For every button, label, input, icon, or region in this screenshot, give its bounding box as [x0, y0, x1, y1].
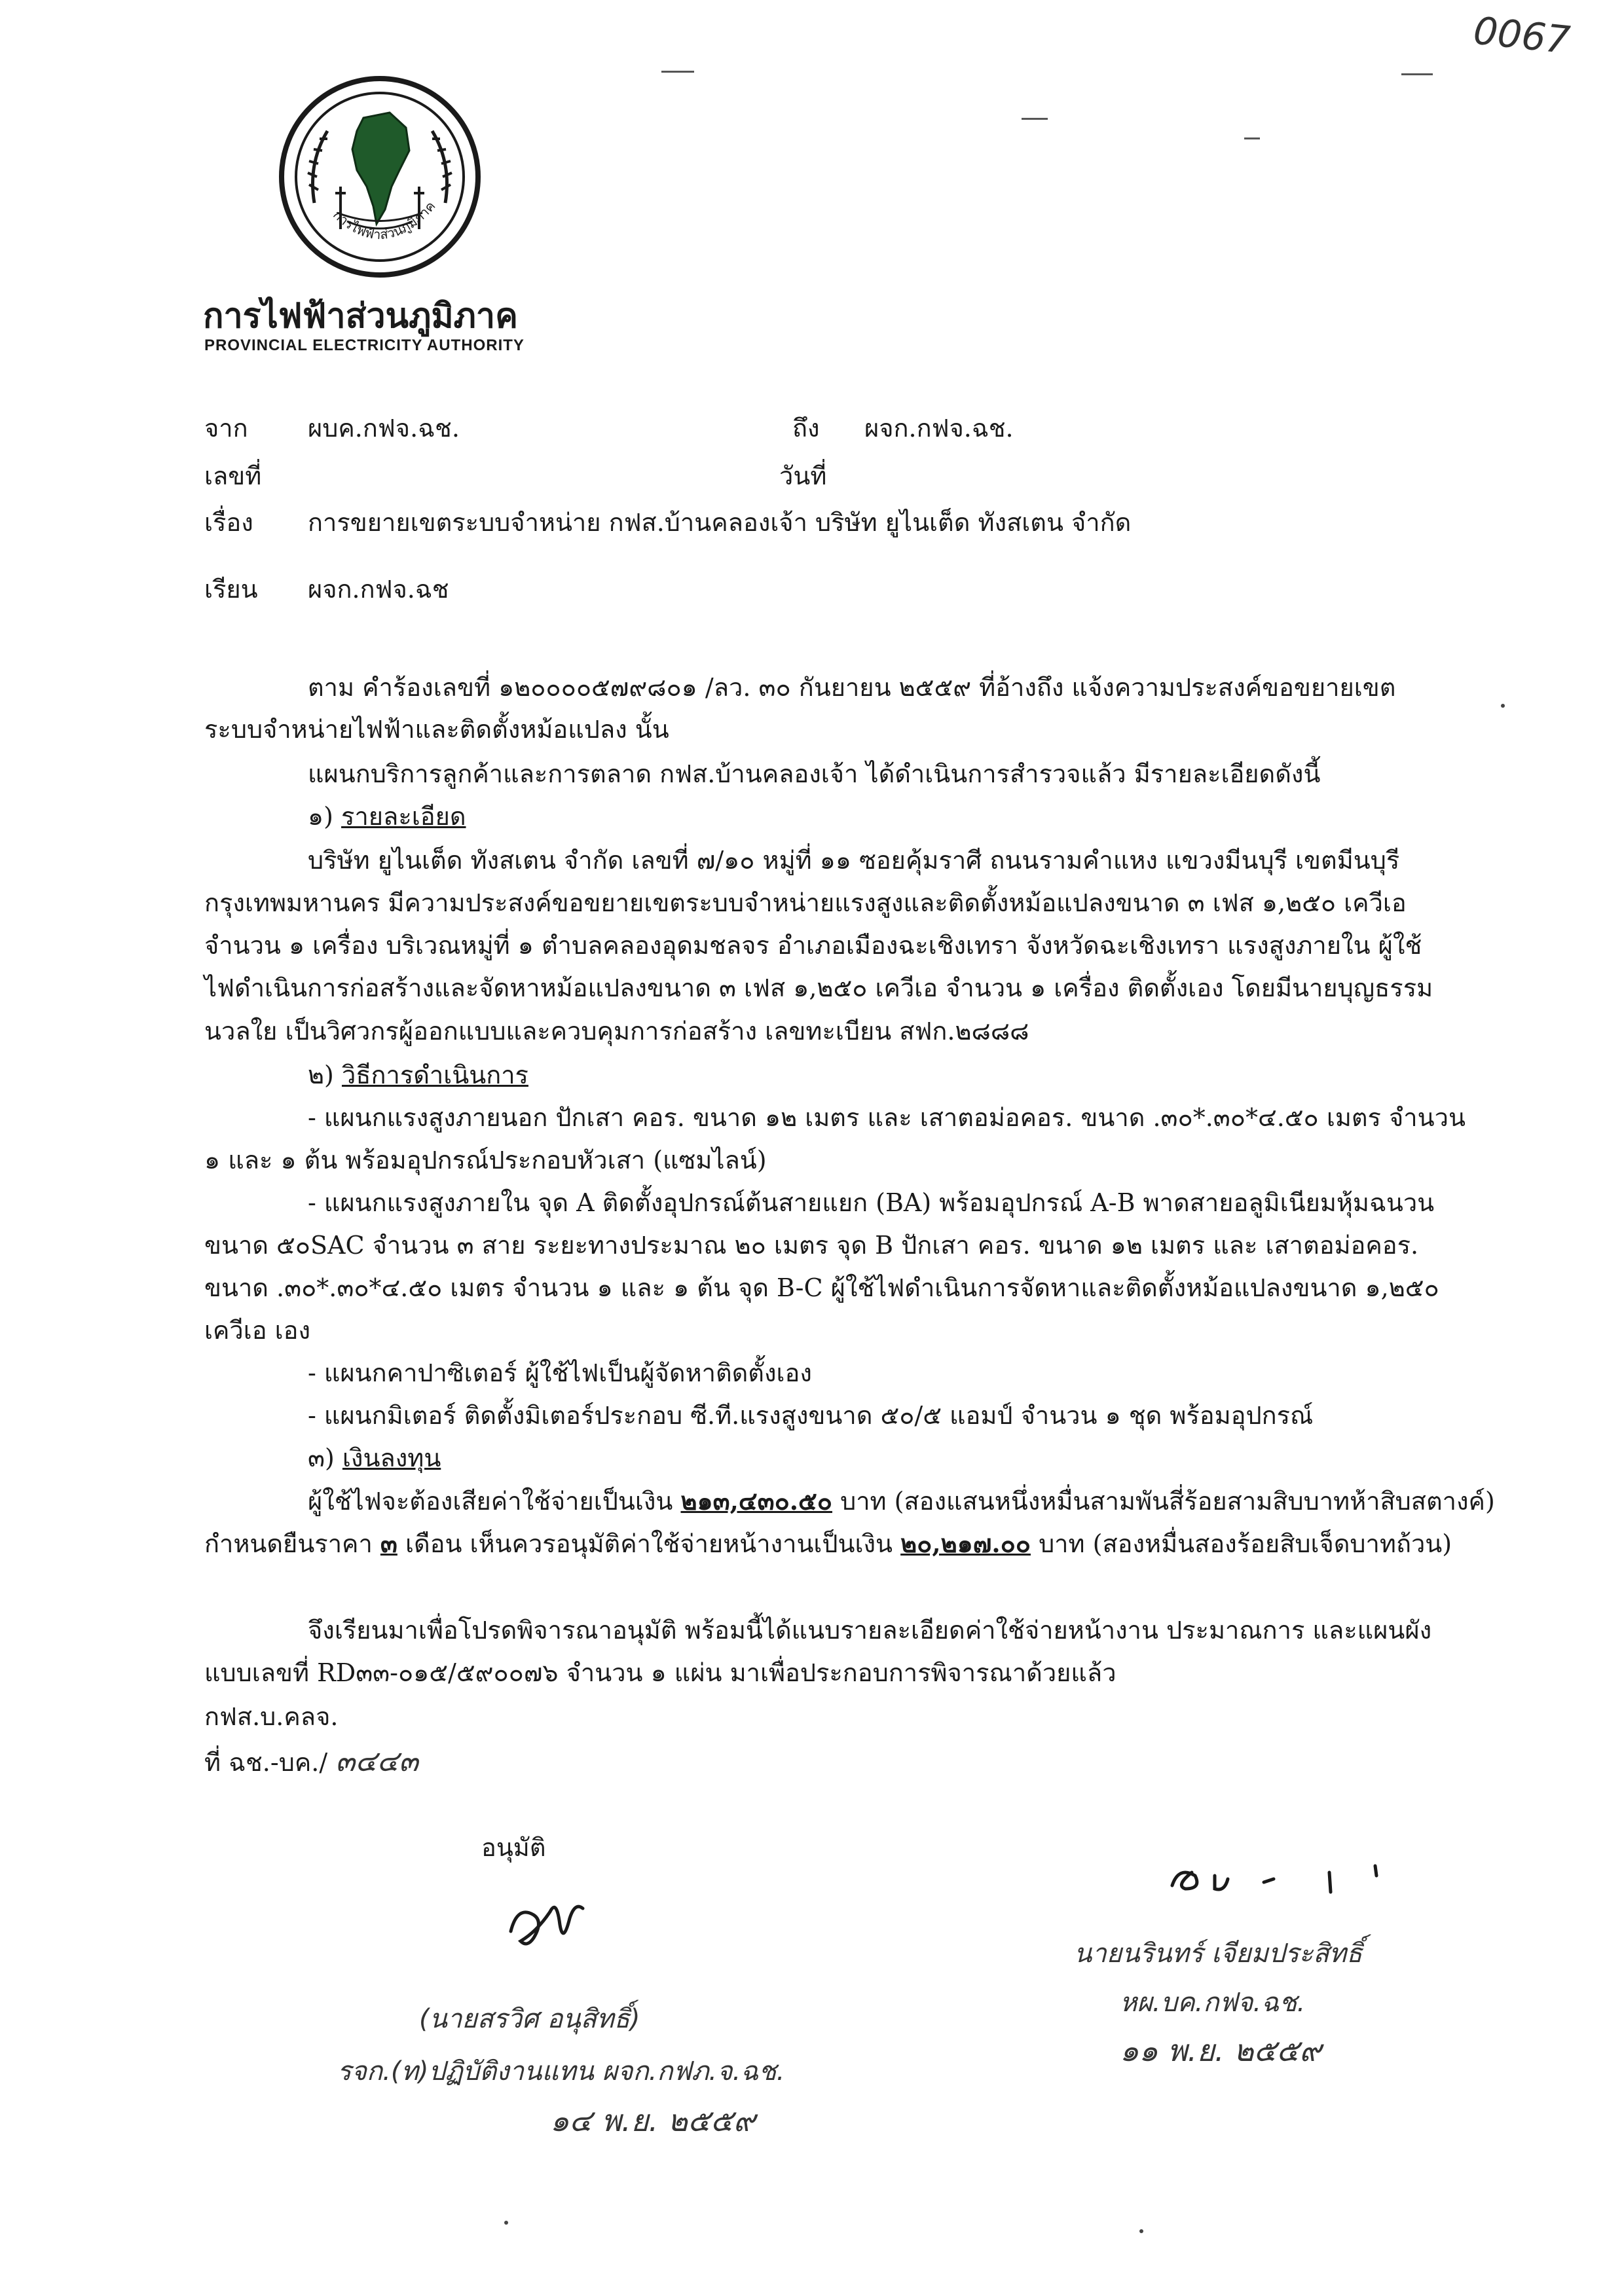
s3-line2	[204, 1529, 1452, 1559]
from-label: จาก	[204, 414, 248, 443]
ref-number	[204, 1745, 418, 1779]
section2-title: วิธีการดำเนินการ	[341, 1061, 528, 1089]
org-name-th: การไฟฟ้าส่วนภูมิภาค	[203, 297, 518, 336]
sender-date: ๑๑ พ.ย. ๒๕๕๙	[1120, 2033, 1321, 2068]
approver-signature	[498, 1886, 596, 1958]
s2-line5: ขนาด .๓๐*.๓๐*๔.๕๐ เมตร จำนวน ๑ และ ๑ ต้น จุด B-C ผู้ใช้ไฟดำเนินการจัดหาและติดตั้งหม้อแปลงขนาด ๑,๒๕๐	[204, 1273, 1439, 1302]
section1-title: รายละเอียด	[341, 802, 466, 831]
sender-name: นายนรินทร์ เจียมประสิทธิ์	[1074, 1939, 1363, 1969]
section3-number: ๓)	[308, 1444, 335, 1472]
ref-org: กฟส.บ.คลจ.	[204, 1702, 339, 1731]
subject-value: การขยายเขตระบบจำหน่าย กฟส.บ้านคลองเจ้า บริษัท ยูไนเต็ด ทังสเตน จำกัด	[308, 508, 1132, 537]
section3-heading	[308, 1444, 441, 1474]
section3-title: เงินลงทุน	[342, 1444, 441, 1472]
logo-text: การไฟฟ้าส่วนภูมิภาค	[330, 198, 439, 243]
pea-logo	[275, 72, 485, 282]
s3-amount1: ๒๑๓,๔๓๐.๕๐	[680, 1486, 832, 1516]
s2-line6: เควีเอ เอง	[204, 1316, 311, 1345]
to-value: ผจก.กฟจ.ฉช.	[864, 414, 1014, 443]
s3-months: ๓	[380, 1529, 397, 1558]
s2-line1: - แผนกแรงสูงภายนอก ปักเสา คอร. ขนาด ๑๒ เมตร และ เสาตอม่อคอร. ขนาด .๓๐*.๓๐*๔.๕๐ เมตร จำนวน	[308, 1103, 1466, 1132]
dear-label: เรียน	[204, 575, 258, 604]
s1-line1: บริษัท ยูไนเต็ด ทังสเตน จำกัด เลขที่ ๗/๑๐ หมู่ที่ ๑๑ ซอยคุ้มราศี ถนนรามคำแหง แขวงมีนบุรี เขตมีนบุรี	[308, 846, 1400, 875]
subject-label: เรื่อง	[204, 508, 253, 537]
s2-line4: ขนาด ๕๐SAC จำนวน ๓ สาย ระยะทางประมาณ ๒๐ เมตร จุด B ปักเสา คอร. ขนาด ๑๒ เมตร และ เสาตอม่อคอร.	[204, 1231, 1419, 1260]
s1-line3: จำนวน ๑ เครื่อง บริเวณหมู่ที่ ๑ ตำบลคลองอุดมชลจร อำเภอเมืองฉะเชิงเทรา จังหวัดฉะเชิงเทรา แรงสูงภายใน ผู้ใช้	[204, 931, 1422, 960]
section2-heading	[308, 1061, 528, 1091]
ref-number-value: ๓๔๔๓	[335, 1745, 419, 1778]
s2-line8: - แผนกมิเตอร์ ติดตั้งมิเตอร์ประกอบ ซี.ที.แรงสูงขนาด ๕๐/๕ แอมป์ จำนวน ๑ ชุด พร้อมอุปกรณ์	[308, 1401, 1314, 1430]
sender-position: หผ.บค.กฟจ.ฉช.	[1120, 1988, 1306, 2018]
dear-value: ผจก.กฟจ.ฉช	[308, 575, 449, 604]
date-label: วันที่	[779, 462, 827, 490]
s2-line3: - แผนกแรงสูงภายใน จุด A ติดตั้งอุปกรณ์ต้นสายแยก (BA) พร้อมอุปกรณ์ A-B พาดสายอลูมิเนียมหุ้มฉนวน	[308, 1188, 1435, 1217]
p1-line2: ระบบจำหน่ายไฟฟ้าและติดตั้งหม้อแปลง นั้น	[204, 715, 669, 744]
org-name-en: PROVINCIAL ELECTRICITY AUTHORITY	[204, 337, 525, 354]
closing-line1: จึงเรียนมาเพื่อโปรดพิจารณาอนุมัติ พร้อมนี้ได้แนบรายละเอียดค่าใช้จ่ายหน้างาน ประมาณการ และแผนผัง	[308, 1616, 1432, 1645]
sender-signature	[1166, 1853, 1428, 1905]
s1-line2: กรุงเทพมหานคร มีความประสงค์ขอขยายเขตระบบจำหน่ายแรงสูงและติดตั้งหม้อแปลงขนาด ๓ เฟส ๑,๒๕๐ เควีเอ	[204, 888, 1407, 917]
s3-amount2: ๒๐,๒๑๗.๐๐	[900, 1529, 1031, 1558]
s3-line1-pre: ผู้ใช้ไฟจะต้องเสียค่าใช้จ่ายเป็นเงิน	[308, 1487, 673, 1516]
s2-line7: - แผนกคาปาซิเตอร์ ผู้ใช้ไฟเป็นผู้จัดหาติดตั้งเอง	[308, 1358, 812, 1387]
s3-line2-pre: กำหนดยืนราคา	[204, 1529, 373, 1558]
section1-heading	[308, 802, 466, 832]
section2-number: ๒)	[308, 1061, 334, 1089]
approver-name: (นายสรวิศ อนุสิทธิ์)	[419, 2004, 640, 2034]
page-number: 0067	[1471, 8, 1572, 63]
p1-line1: ตาม คำร้องเลขที่ ๑๒๐๐๐๐๕๗๙๘๐๑ /ลว. ๓๐ กันยายน ๒๕๕๙ ที่อ้างถึง แจ้งความประสงค์ขอขยายเขต	[308, 673, 1396, 702]
ref-number-label: ที่ ฉช.-บค./	[204, 1748, 328, 1777]
s3-line2-post: บาท (สองหมื่นสองร้อยสิบเจ็ดบาทถ้วน)	[1039, 1529, 1452, 1558]
p2: แผนกบริการลูกค้าและการตลาด กฟส.บ้านคลองเจ้า ได้ดำเนินการสำรวจแล้ว มีรายละเอียดดังนี้	[308, 759, 1321, 788]
s3-line2-mid: เดือน เห็นควรอนุมัติค่าใช้จ่ายหน้างานเป็นเงิน	[405, 1529, 893, 1558]
approval-date: ๑๔ พ.ย. ๒๕๕๙	[550, 2103, 756, 2138]
approve-label: อนุมัติ	[481, 1833, 546, 1862]
section1-number: ๑)	[308, 802, 333, 831]
number-label: เลขที่	[204, 462, 262, 490]
s2-line2: ๑ และ ๑ ต้น พร้อมอุปกรณ์ประกอบหัวเสา (แซมไลน์)	[204, 1146, 767, 1175]
s3-line1-post: บาท (สองแสนหนึ่งหมื่นสามพันสี่ร้อยสามสิบบาทห้าสิบสตางค์)	[840, 1487, 1495, 1516]
s1-line5: นวลใย เป็นวิศวกรผู้ออกแบบและควบคุมการก่อสร้าง เลขทะเบียน สฟก.๒๘๘๘	[204, 1017, 1029, 1046]
from-value: ผบค.กฟจ.ฉช.	[308, 414, 460, 443]
s3-line1	[308, 1486, 1495, 1517]
s1-line4: ไฟดำเนินการก่อสร้างและจัดหาหม้อแปลงขนาด ๓ เฟส ๑,๒๕๐ เควีเอ จำนวน ๑ เครื่อง ติดตั้งเอง โดยมีนายบุญธรรม	[204, 974, 1433, 1002]
approver-position: รจก.(ท)ปฏิบัติงานแทน ผจก.กฟภ.จ.ฉช.	[337, 2056, 785, 2086]
closing-line2: แบบเลขที่ RD๓๓-๐๑๕/๕๙๐๐๗๖ จำนวน ๑ แผ่น มาเพื่อประกอบการพิจารณาด้วยแล้ว	[204, 1658, 1116, 1687]
to-label: ถึง	[792, 414, 820, 443]
